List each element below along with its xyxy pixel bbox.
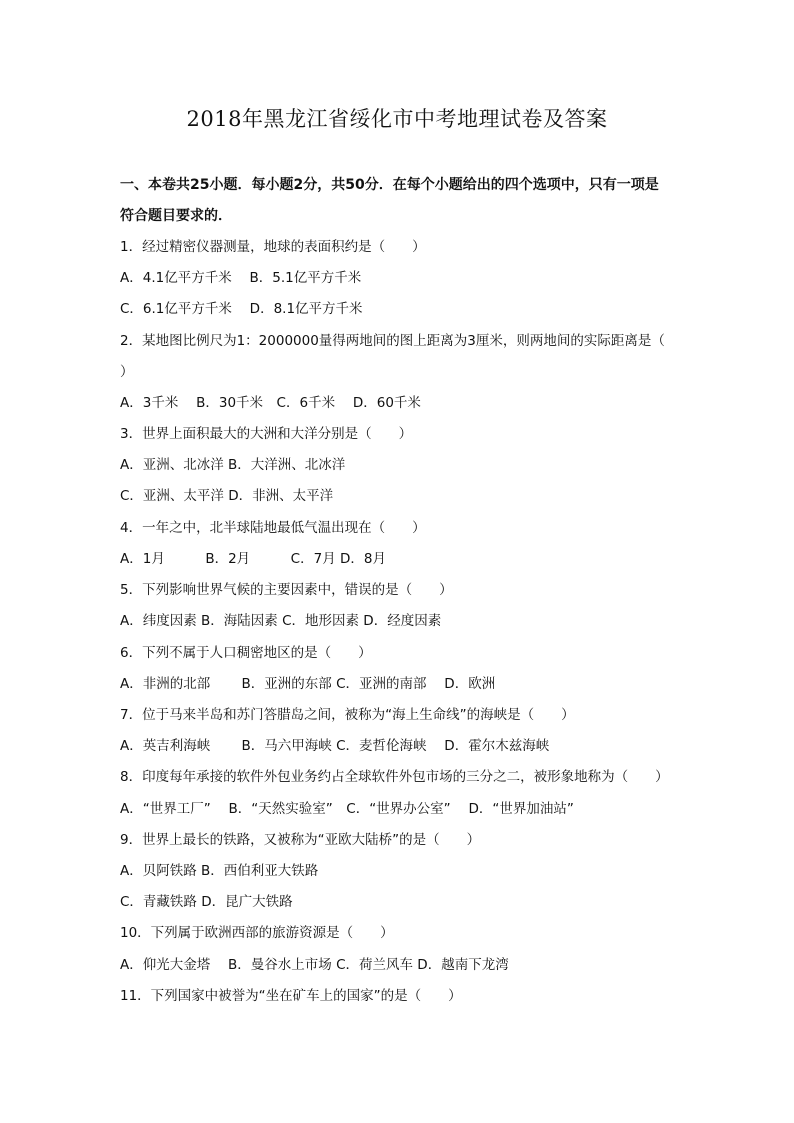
question-8: 8．印度每年承接的软件外包业务约占全球软件外包市场的三分之二，被形象地称为（ ）: [120, 769, 669, 785]
question-7-options: A．英吉利海峡 B．马六甲海峡 C．麦哲伦海峡 D．霍尔木兹海峡: [120, 738, 550, 754]
question-3-options-cd: C．亚洲、太平洋 D．非洲、太平洋: [120, 488, 334, 504]
question-5-options: A．纬度因素 B．海陆因素 C．地形因素 D．经度因素: [120, 613, 442, 629]
question-6-options: A．非洲的北部 B．亚洲的东部 C．亚洲的南部 D．欧洲: [120, 676, 496, 692]
question-9-options-cd: C．青藏铁路 D．昆广大铁路: [120, 894, 293, 910]
question-4: 4．一年之中，北半球陆地最低气温出现在（ ）: [120, 520, 426, 536]
question-8-options: A．“世界工厂” B．“天然实验室” C．“世界办公室” D．“世界加油站”: [120, 801, 574, 817]
question-5: 5．下列影响世界气候的主要因素中，错误的是（ ）: [120, 582, 453, 598]
question-3: 3．世界上面积最大的大洲和大洋分别是（ ）: [120, 426, 413, 442]
question-1-options-ab: A．4.1亿平方千米 B．5.1亿平方千米: [120, 270, 362, 286]
question-9: 9．世界上最长的铁路，又被称为“亚欧大陆桥”的是（ ）: [120, 832, 481, 848]
question-2-continuation: ）: [120, 364, 134, 380]
section-heading-line-2: 符合题目要求的．: [120, 208, 232, 224]
question-4-options: A．1月 B．2月 C．7月 D．8月: [120, 551, 386, 567]
section-heading-line-1: 一、本卷共25小题．每小题2分，共50分．在每个小题给出的四个选项中，只有一项是: [120, 177, 659, 193]
question-9-options-ab: A．贝阿铁路 B．西伯利亚大铁路: [120, 863, 319, 879]
document-title: 2018年黑龙江省绥化市中考地理试卷及答案: [186, 107, 608, 131]
question-2-options: A．3千米 B．30千米 C．6千米 D．60千米: [120, 395, 421, 411]
question-10: 10．下列属于欧洲西部的旅游资源是（ ）: [120, 925, 394, 941]
question-11: 11．下列国家中被誉为“坐在矿车上的国家”的是（ ）: [120, 988, 462, 1004]
question-2: 2．某地图比例尺为1：2000000量得两地间的图上距离为3厘米，则两地间的实际距离是（: [120, 333, 665, 349]
question-1: 1．经过精密仪器测量，地球的表面积约是（ ）: [120, 239, 426, 255]
question-1-options-cd: C．6.1亿平方千米 D．8.1亿平方千米: [120, 301, 363, 317]
question-3-options-ab: A．亚洲、北冰洋 B．大洋洲、北冰洋: [120, 457, 346, 473]
question-7: 7．位于马来半岛和苏门答腊岛之间，被称为“海上生命线”的海峡是（ ）: [120, 707, 575, 723]
question-10-options: A．仰光大金塔 B．曼谷水上市场 C．荷兰风车 D．越南下龙湾: [120, 957, 509, 973]
question-6: 6．下列不属于人口稠密地区的是（ ）: [120, 645, 372, 661]
